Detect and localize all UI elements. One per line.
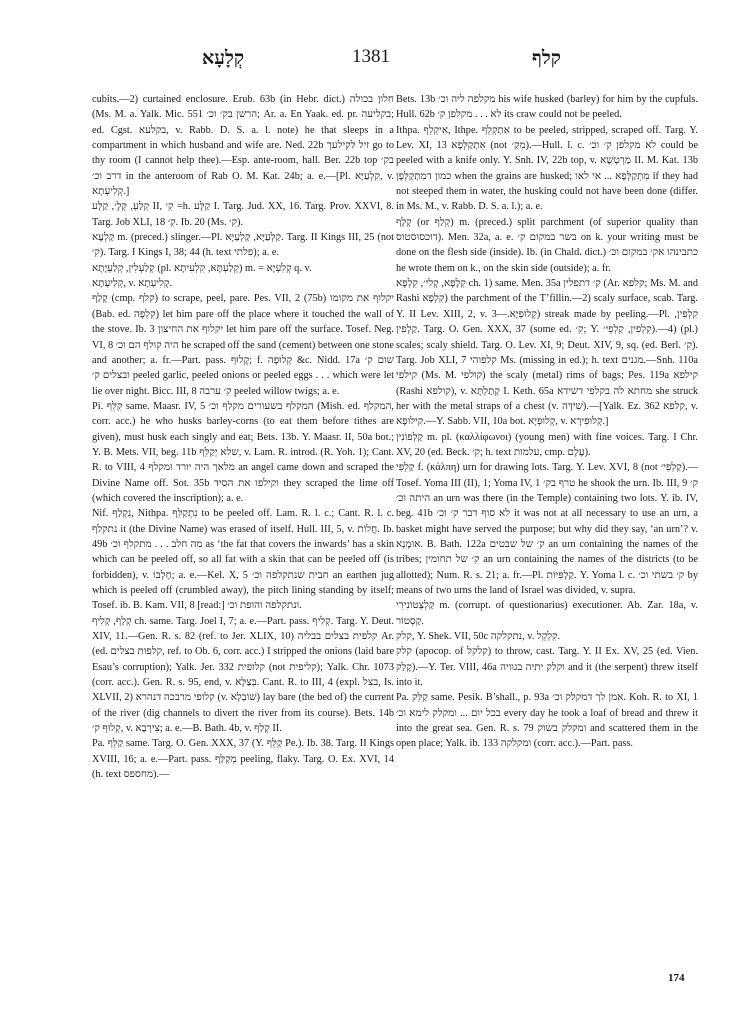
entry-paragraph: קְלָף (or קְלַף) m. (preced.) split parchment (of superior quality than דוכסוסטוס). Men. 32a, a. e. בשר במקום ק׳ on k. your writing must be done on the flesh side (inside). Ib. (in Chald. dict.) כתבינהו אק׳ במקום וכ׳ he wrote them on k., on the skin side (outside); a. fr. (396, 216, 698, 274)
entry-paragraph: קָלַף (cmp. קלף) to scrape, peel, pare. Pes. VII, 2 (75b) יקלוף את מקומו (Bab. ed. קִלְפָה) let him pare off the place where it touched the wall of the stove. Ib. 3 יקלוף את החיצון let him pare off the surface. Tosef. Neg. VI, 8 היה קולף הם וכ׳ he scraped off the sand (cement) between one stone and another; a. fr.—Part. pass. קָלוּף; f. קְלוּפָה &c. Nidd. 17a שום ק׳ ובצלים ק׳ peeled garlic, peeled onions or peeled eggs . . . which were let lie over night. Bicc. III, 8 ק׳ ערבה peeled willow twigs; a. e. (92, 293, 394, 397)
page-number: 1381 (352, 46, 390, 67)
entry-paragraph: Bets. 13b מקלפה ליה וכ׳ his wife husked (barley) for him by the cupfuls. Hull. 62b לא . . . מקלפן ק׳ its craw could not be peeled. (396, 94, 698, 121)
entry-paragraph: קַלְפִּי f. (κάλπη) urn for drawing lots. Targ. Y. Lev. XVI, 8 (not קַלְפֵי׳).—Tosef. Yoma III (II), 1; Yoma IV, 1 טרף בק׳ he shook the urn. Ib. III, 9 ק׳ היתה וכ׳ an urn was there (in the Temple) containing two lots. Y. ib. IV, beg. 41b לא סוף דבר ק׳ וכ׳ it was not at all necessary to use an urn, a basket might have served the purpose; but why did they say, ‘an urn’? v. אוּמָנָא. B. Bath. 122a ק׳ של שבטים an urn containing the names of the tribes; ק׳ של תחומין an urn containing the names of the districts (to be allotted); Num. R. s. 21; a. fr.—Pl. קַלְפִּיּוֹת. Y. Yoma l. c. ק׳ בשתי וכ׳ by means of two urns the land of Israel was divided, v. supra. (396, 462, 698, 596)
entry-paragraph: קְלַף, קְלִיף ch. same. Targ. Joel I, 7; a. e.—Part. pass. קְלִיף. Targ. Y. Deut. XIV, 11.—Gen. R. s. 82 (ref. to Jer. XLIX, 10) קלפית בצלים בבליה Ar. (ed. קלפות בצלים, ref. to Ob. 6, corr. acc.) I stripped the onions (laid bare Esau’s corruption); Yalk. Jer. 332 קלופית (not קליפית); Yalk. Chr. 1073 (corr. acc.). Gen. R. s. 95, end, v. בְּצַלָּא. Cant. R. to III, 4 (expl. בצל, Is. XLVII, 2) קלופי מרבכה דנהרא (v. שׁוֹבְלָא) lay bare (the bed of) the current of the river (dig channels to divert the river from its course). Bets. 14b קְלוּף ק׳, v. צִירְבָא; a. e.—B. Bath. 4b, v. קְלַף II. (92, 615, 394, 735)
entry-paragraph: קלק, Y. Shek. VII, 50c נתקלקה, v. קִלְקֵל. (396, 631, 561, 643)
header-left-word: קְלָעָא (202, 48, 245, 69)
entry-paragraph: Nif. נִקְלַף, Nithpa. נִתְקַלֵּף to be peeled off. Lam. R. l. c.; Cant. R. l. c. נתקלף it (the Divine Name) was erased of itself. Hull. III, 5, v. חֲלוֹת. Ib. 49b מה חלב . . . מתקלף וכ׳ as ‘the fat that covers the inwards’ has a skin which can be peeled off, so all fat with a skin that can be peeled off (is forbidden), v. חֶלְבּוֹ; a. e.—Kel. X, 5 חבית שנתקלפה וכ׳ an earthen jug which is peeled off (crumbled away), the pitch lining standing by itself; Tosef. ib. B. Kam. VII, 8 [read:] ונתקלפה והופת וכ׳. (92, 508, 394, 612)
entry-paragraph: Pa. קַלֵּף same. Targ. O. Gen. XXX, 37 (Y. קַלֵּף Pe.). Ib. 38. Targ. II Kings XVIII, 16; a. e.—Part. pass. מְקַלַּף peeling, flaky. Targ. O. Ex. XVI, 14 (h. text מחספס).— (92, 738, 394, 781)
entry-paragraph: cubits.—2) curtained enclosure. Erub. 63b (in Hebr. dict.) חלון בכולה (Ms. M. a. Yalk. Mic. 551 הרשן בק׳ וכ׳; Ar. a. En Yaak. ed. pr. בקליעה; ed. Cgst. בקלעא, v. Rabb. D. S. a. l. note) he that sleeps in a compartment in which husband and wife are. Ned. 22b זיל לקילעך go to thy room (I cannot help thee).—Esp. ante-room, hall. Ber. 22b top בק׳ דרב וכ׳ in the anteroom of Rab O. M. Kat. 24b; a. e.—[Pl. קִלְעַיָּא, v. קְלִיעְתָא.] (92, 94, 394, 198)
entry-paragraph: קלק (apocop. of קלקל) to throw, cast. Targ. Y. II Ex. XV, 25 (ed. Vien. קָלַק).—Y. Ter. VIII, 46a וקלק יתיה בגוויה and it (the serpent) threw itself into it. (396, 646, 698, 689)
entry-paragraph: Pi. קִלֵּף same. Maasr. IV, 5 המקלף בשעורים מקלף וכ׳ (Mish. ed. המקלף, corr. acc.) he who husks barley-corns (to eat them before tithes are given), must husk each singly and eat; Bets. 13b. Y. Maasr. II, 50a bot.; Y. B. Mets. VII, beg. 11b שלא יְקַלֵּף, v. Lam. R. introd. (R. Yoh. 1); Cant. R. to VIII, 4 מלאך היה יורד ומקלף an angel came down and scraped the Divine Name off. Sot. 35b וקילפו את הסיד they scraped the lime off (which covered the inscription); a. e. (92, 400, 394, 504)
sheet-number: 174 (668, 972, 685, 984)
entry-paragraph: Pa. קַלֵּק same. Pesik. B’shall., p. 93a אמן לך דמקלק וכ׳. Koh. R. to XI, 1 בכל יום ... ומקלק לימא וכ׳ every day he took a loaf of bread and threw it into the great sea. Gen. R. s. 79 ומקלק בשוק and scattered them in the open place; Yalk. ib. 133 ומקלקה (corr. acc.).—Part. pass. (396, 692, 698, 750)
entry-paragraph: קַלְעָא m. (preced.) slinger.—Pl. קַלְעַיָּא, קַלְעַיָּא. Targ. II Kings III, 25 (not קִ׳). Targ. I Kings I, 38; 44 (h. text פלתי); a. e. (92, 232, 394, 259)
header-right-word: קלף (532, 48, 561, 69)
left-column (92, 92, 394, 997)
entry-paragraph: Ithpa. אִיקְלֵף, Ithpe. אִתְקְלֵף to be peeled, stripped, scraped off. Targ. Y. Lev. XI, 13 אִתְקַלְּפָא (not מִקַ׳).—Hull. l. c. לא מקלפן ק׳ וכ׳ could be peeled with a knife only. Y. Snh. IV, 22b top, v. מַרְטְשָׁא II. M. Kat. 13b כמון דמִתְקַלְּפָן when the grains are husked; מִתְקַלְּפָא ... אי לאו if they had not steeped them in water, the husking could not have been done (differ. in Ms. M., v. Rabb. D. S. a. l.); a. e. (396, 124, 698, 213)
running-header (90, 44, 680, 70)
entry-paragraph: קַלְפוֹנִין m. pl. (καλλίφωνοι) (young men) with fine voices. Targ. I Chr. XV, 20 (ed. Beck. קִ׳; h. text עלמות, cmp. עֶלֶם). (396, 431, 698, 458)
right-column (396, 92, 698, 997)
entry-paragraph: קְלִיעְתָא, v. קְלִיעְתָא. (92, 278, 173, 290)
entry-paragraph: קַלְצְטוֹנִירִי m. (corrupt. of questionarius) executioner. Ab. Zar. 18a, v. קַסְטוֹר. (396, 600, 698, 627)
entry-paragraph: קְלַעְלִין, קְלַעְיָתָא (pl. קְלַעְתָּא, קִלְעִיתָא) m. = קְלִעְיָא q. v. (92, 262, 312, 274)
entry-paragraph: קְלַעְ, קְלָ׳, קַלָּע II, קִ׳ =h. קַלָּע I. Targ. Jud. XX, 16. Targ. Prov. XXVI, 8. Targ. Job XLI, 18 קִ׳. Ib. 20 (Ms. קִ׳). (92, 201, 394, 228)
entry-paragraph: קְלָפָא, קְלִי׳, קִלְפָא ch. 1) same. Men. 35a ק׳ דתפלין (Ar. קלפא; Ms. M. and Rashi קִלְפָא) the parchment of the T’fillin.—2) scaly surface, scab. Targ. Y. II Lev. XIII, 2, v. קְלוּפְיָא.—3) streak made by peeling.—Pl. קִלְפִין, קַלְפִין. Targ. O. Gen. XXX, 37 (some ed. קִ׳; Y. קִלְפִין, קַלְפֵי׳).—4) (pl.) scales; scaly shield. Targ. O. Lev. XI, 9; Deut. XIV, 9, sq. (ed. Berl. קִ׳). Targ. Job XLI, 7 קלפוהי Ms. (missing in ed.); h. text מגנים.—Snh. 110a קילפי (Ms. M. קולפי) the scaly (metal) rims of bags; Pes. 119a קילפא (Rashi קולפא), v. קְתַלְתָּא I. Keth. 65a מחתא לה בקלפי דשידא she struck her with the metal straps of a chest (v. שִׁידָּה).—[Yalk. Ez. 362 קלפא, v. קִילוּפָא.—Y. Sabb. VII, 10a bot. קְלוּפְיָא, v. קְלוּפִירָא.] (396, 278, 698, 428)
